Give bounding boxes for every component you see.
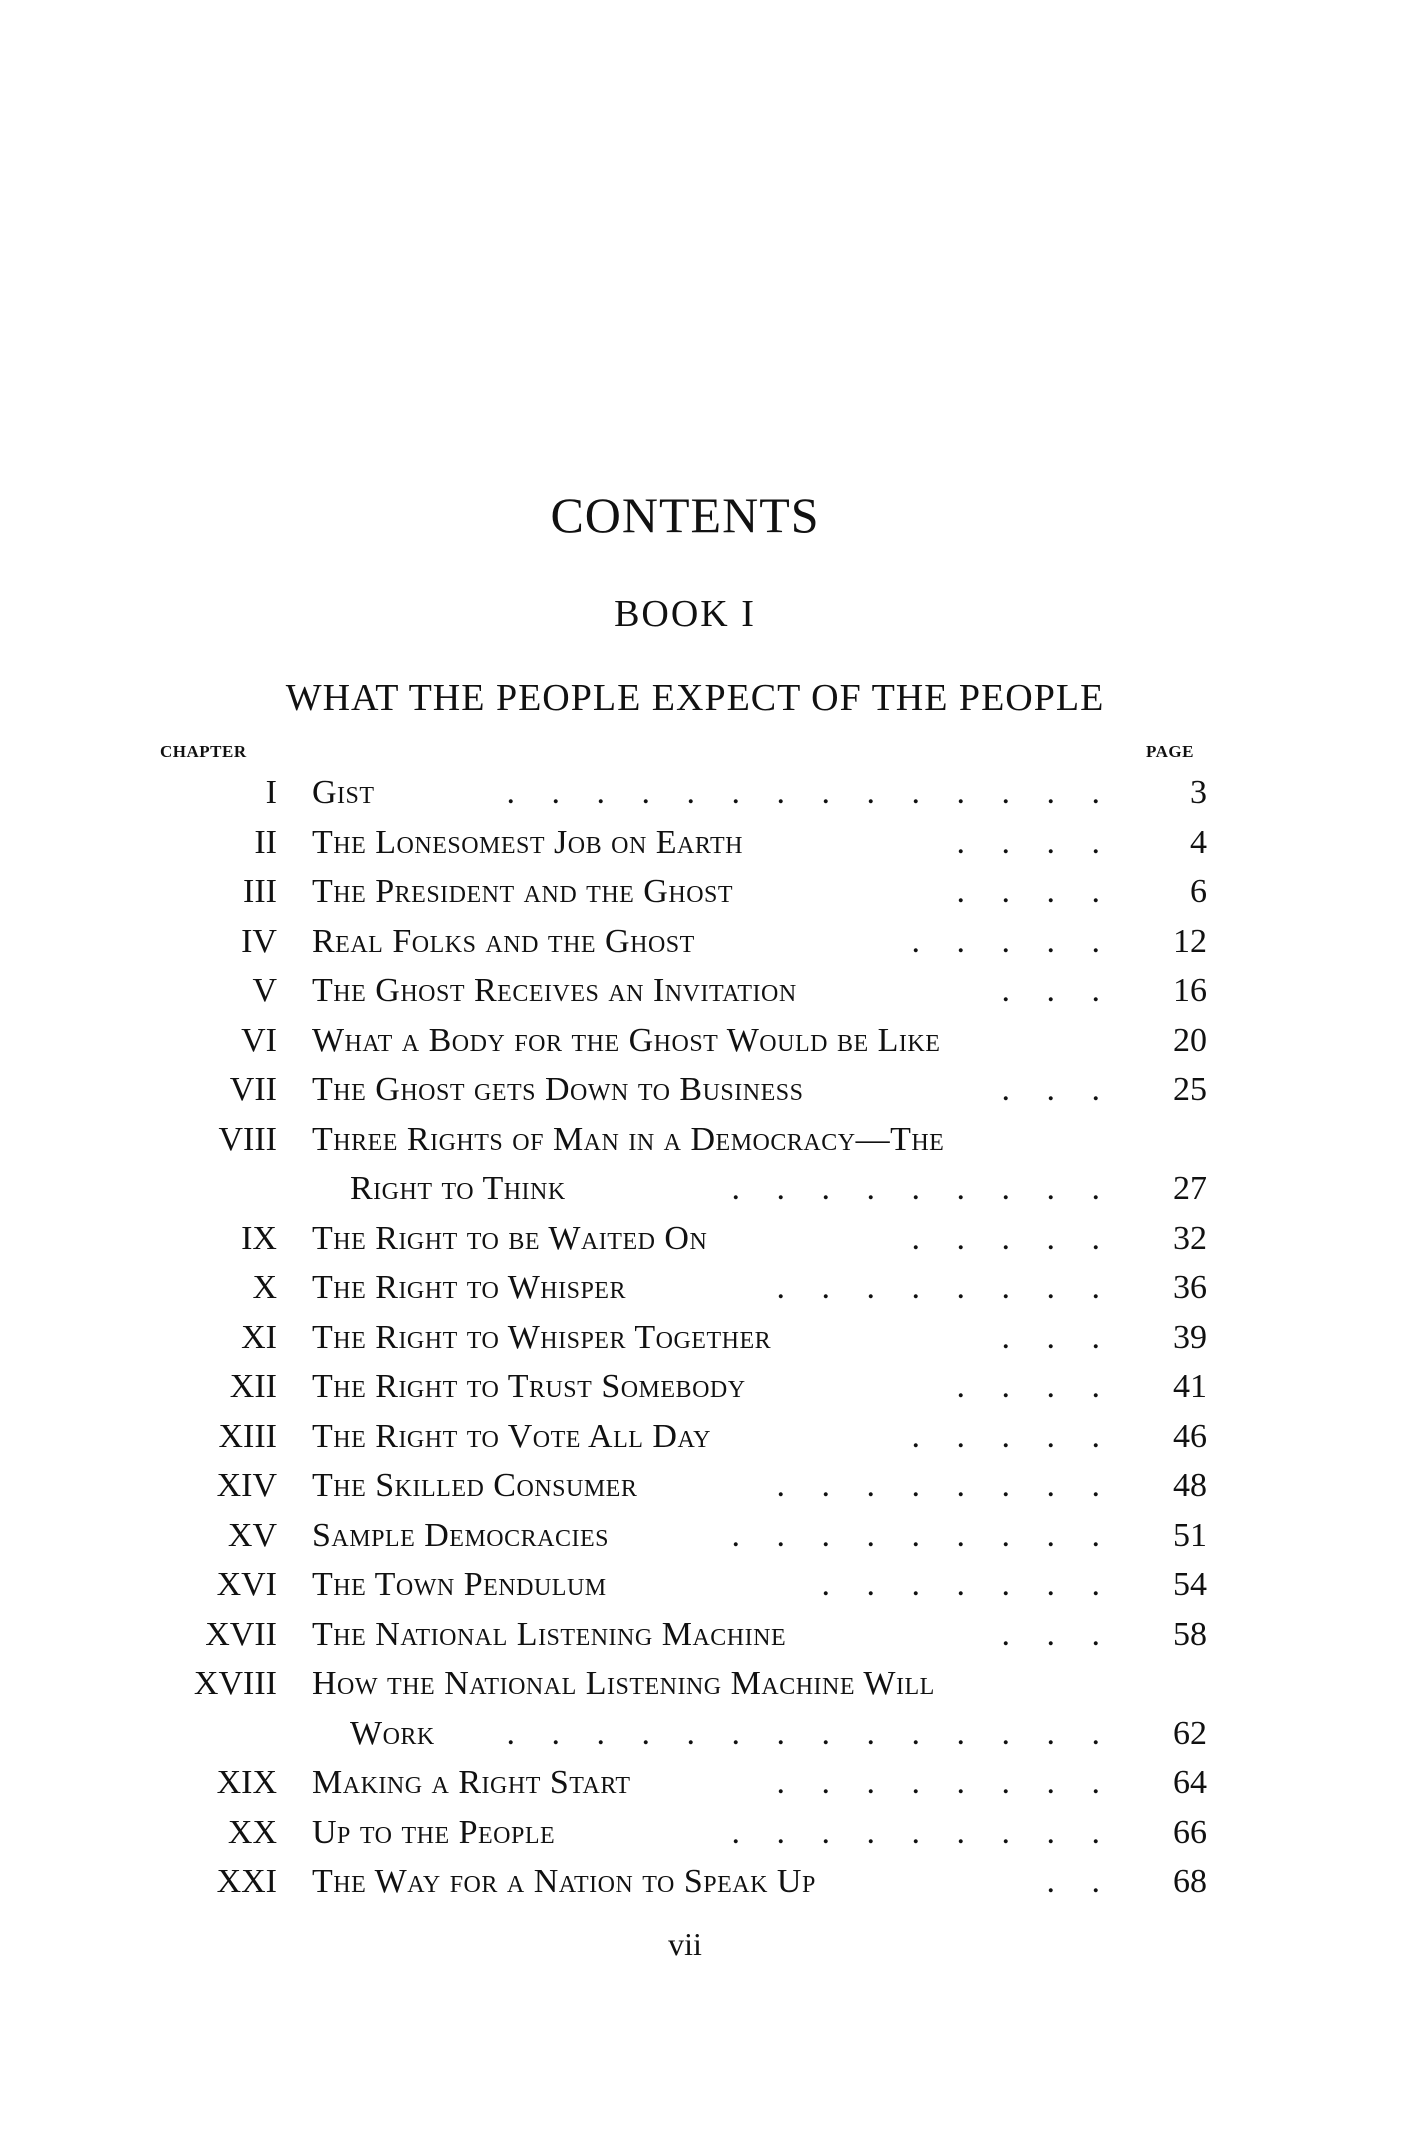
chapter-number: III [243, 873, 277, 910]
chapter-number: XIX [216, 1764, 277, 1801]
dot-leader: . . [1046, 1863, 1114, 1900]
toc-entry [0, 1164, 1419, 1214]
dot-leader: . . . . . . . . . . . . . . [506, 1714, 1114, 1752]
chapter-title: Work [350, 1714, 435, 1752]
chapter-title: The Town Pendulum [312, 1566, 607, 1603]
chapter-page-number: 68 [1173, 1863, 1207, 1900]
dot-leader: . . . . . [911, 1417, 1114, 1455]
toc-entry [0, 1016, 1419, 1066]
chapter-title: The President and the Ghost [312, 873, 734, 910]
chapter-page-number: 25 [1173, 1071, 1207, 1108]
toc-entry [0, 867, 1419, 917]
chapter-number: II [254, 823, 277, 861]
toc-entry [0, 1115, 1419, 1165]
chapter-title: Making a Right Start [312, 1764, 631, 1801]
book-heading: BOOK I [614, 593, 756, 635]
dot-leader: . . . . [956, 1368, 1114, 1405]
dot-leader: . . . [1001, 1318, 1114, 1356]
chapter-number: VIII [218, 1120, 277, 1158]
toc-entry [0, 768, 1419, 818]
dot-leader: . . . . . . . . . [731, 1516, 1114, 1554]
chapter-page-number: 32 [1173, 1219, 1207, 1257]
chapter-title: The Way for a Nation to Speak Up [312, 1863, 816, 1900]
chapter-number: XV [227, 1516, 277, 1554]
chapter-title: The Lonesomest Job on Earth [312, 823, 743, 861]
chapter-title: Up to the People [312, 1813, 556, 1851]
toc-entry [0, 1214, 1419, 1264]
chapter-title: Sample Democracies [312, 1516, 609, 1554]
table-of-contents [0, 768, 1419, 1907]
chapter-title: Gist [312, 774, 375, 811]
chapter-page-number: 51 [1173, 1516, 1207, 1554]
chapter-title: The Right to Vote All Day [312, 1417, 711, 1455]
toc-entry [0, 818, 1419, 868]
dot-leader: . . . . . . . . [776, 1764, 1114, 1801]
dot-leader: . . . [1001, 1071, 1114, 1108]
chapter-title: The Skilled Consumer [312, 1467, 638, 1504]
chapter-number: I [265, 774, 277, 811]
toc-entry [0, 1808, 1419, 1858]
chapter-number: XIII [218, 1417, 277, 1455]
chapter-page-number: 58 [1173, 1615, 1207, 1653]
dot-leader: . . . . . . . . . [731, 1813, 1114, 1851]
toc-entry [0, 1362, 1419, 1412]
chapter-title: The Ghost Receives an Invitation [312, 972, 797, 1009]
chapter-title: The Ghost gets Down to Business [312, 1071, 804, 1108]
chapter-title: Right to Think [350, 1170, 566, 1207]
page-number: vii [668, 1926, 702, 1962]
toc-entry [0, 1610, 1419, 1660]
chapter-title: Real Folks and the Ghost [312, 922, 695, 960]
chapter-number: XIV [216, 1467, 277, 1504]
dot-leader: . . . . . . . . [776, 1269, 1114, 1306]
dot-leader: . . . . . [911, 922, 1114, 960]
dot-leader: . . . . . [911, 1219, 1114, 1257]
chapter-title: The Right to Whisper Together [312, 1318, 772, 1356]
chapter-page-number: 6 [1190, 873, 1207, 910]
page-column-header: PAGE [1146, 742, 1194, 761]
chapter-page-number: 41 [1173, 1368, 1207, 1405]
chapter-page-number: 12 [1173, 922, 1207, 960]
toc-entry [0, 917, 1419, 967]
chapter-number: VI [241, 1021, 277, 1059]
toc-entry [0, 1758, 1419, 1808]
book-subtitle: WHAT THE PEOPLE EXPECT OF THE PEOPLE [285, 677, 1105, 719]
chapter-page-number: 27 [1173, 1170, 1207, 1207]
toc-entry [0, 1709, 1419, 1759]
chapter-page-number: 54 [1173, 1566, 1207, 1603]
chapter-page-number: 20 [1173, 1021, 1207, 1059]
chapter-title: Three Rights of Man in a Democracy—The [312, 1120, 945, 1158]
chapter-number: IV [241, 922, 277, 960]
toc-entry [0, 1461, 1419, 1511]
toc-entry [0, 1857, 1419, 1907]
dot-leader: . . . . [956, 873, 1114, 910]
toc-entry [0, 1560, 1419, 1610]
toc-entry [0, 1659, 1419, 1709]
chapter-number: IX [241, 1219, 277, 1257]
chapter-number: XI [241, 1318, 277, 1356]
toc-entry [0, 966, 1419, 1016]
chapter-title: What a Body for the Ghost Would be Like [312, 1021, 941, 1059]
chapter-page-number: 39 [1173, 1318, 1207, 1356]
toc-entry [0, 1412, 1419, 1462]
dot-leader: . . . . . . . . [776, 1467, 1114, 1504]
chapter-title: The Right to Trust Somebody [312, 1368, 746, 1405]
toc-entry [0, 1313, 1419, 1363]
chapter-title: The Right to be Waited On [312, 1219, 708, 1257]
chapter-number: XVII [205, 1615, 277, 1653]
chapter-page-number: 16 [1173, 972, 1207, 1009]
chapter-number: XX [227, 1813, 277, 1851]
dot-leader: . . . [1001, 972, 1114, 1009]
chapter-page-number: 4 [1190, 823, 1207, 861]
chapter-title: The National Listening Machine [312, 1615, 787, 1653]
chapter-number: XVIII [193, 1665, 277, 1702]
toc-entry [0, 1263, 1419, 1313]
dot-leader: . . . . . . . [821, 1566, 1114, 1603]
dot-leader: . . . . . . . . . [731, 1170, 1114, 1207]
dot-leader: . . . . . . . . . . . . . . [506, 774, 1114, 811]
dot-leader: . . . [1001, 1615, 1114, 1653]
chapter-number: VII [229, 1071, 277, 1108]
chapter-number: V [252, 972, 277, 1009]
chapter-page-number: 3 [1190, 774, 1207, 811]
page-title: CONTENTS [550, 487, 820, 543]
chapter-number: XXI [216, 1863, 277, 1900]
chapter-page-number: 46 [1173, 1417, 1207, 1455]
chapter-page-number: 48 [1173, 1467, 1207, 1504]
dot-leader: . . . . [956, 823, 1114, 861]
chapter-number: XII [229, 1368, 277, 1405]
chapter-title: The Right to Whisper [312, 1269, 626, 1306]
chapter-number: XVI [216, 1566, 277, 1603]
chapter-column-header: CHAPTER [160, 742, 247, 761]
chapter-page-number: 36 [1173, 1269, 1207, 1306]
chapter-title: How the National Listening Machine Will [312, 1665, 935, 1702]
toc-entry [0, 1511, 1419, 1561]
chapter-page-number: 66 [1173, 1813, 1207, 1851]
chapter-number: X [252, 1269, 277, 1306]
chapter-page-number: 64 [1173, 1764, 1207, 1801]
chapter-page-number: 62 [1173, 1714, 1207, 1752]
toc-entry [0, 1065, 1419, 1115]
